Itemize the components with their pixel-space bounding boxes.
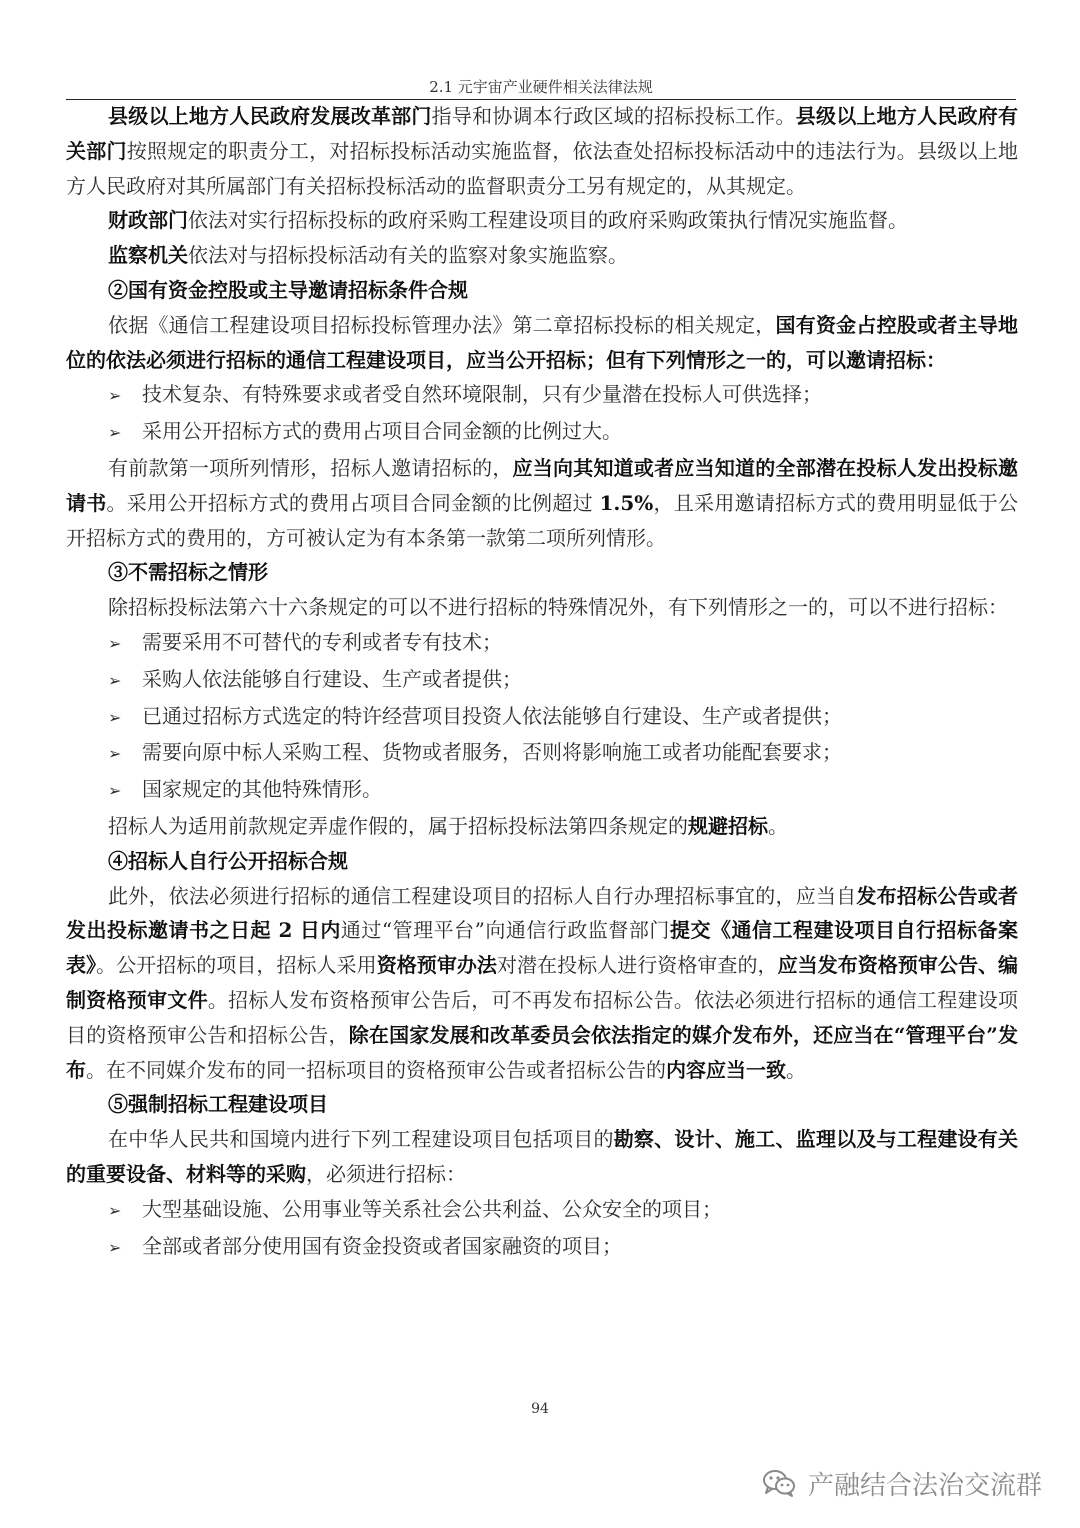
bullet-list bbox=[66, 377, 1018, 451]
paragraph bbox=[66, 308, 1018, 378]
paragraph bbox=[66, 203, 1018, 238]
bold-text-run: 应当向其知道或者应当知道的全部潜在投标人发出投标邀请书 bbox=[66, 455, 1019, 515]
text-run: 通过“管理平台”向通信行政监督部门 bbox=[340, 918, 670, 943]
list-item-text: 已通过招标方式选定的特许经营项目投资人依法能够自行建设、生产或者提供； bbox=[142, 703, 842, 728]
arrow-bullet-icon: ➢ bbox=[108, 1237, 122, 1257]
text-run: 招标人为适用前款规定弄虚作假的，属于招标投标法第四条规定的 bbox=[108, 813, 688, 838]
arrow-bullet-icon: ➢ bbox=[108, 781, 122, 801]
bold-text-run: 内容应当一致 bbox=[666, 1057, 786, 1082]
text-run: 依法对实行招标投标的政府采购工程建设项目的政府采购政策执行情况实施监督。 bbox=[188, 208, 908, 233]
list-item bbox=[66, 735, 1018, 772]
list-item bbox=[66, 1192, 1018, 1229]
paragraph bbox=[66, 879, 1018, 1088]
paragraph bbox=[66, 590, 1018, 625]
paragraph bbox=[66, 238, 1018, 273]
list-item-text: 需要采用不可替代的专利或者专有技术； bbox=[142, 629, 502, 654]
list-item-text: 国家规定的其他特殊情形。 bbox=[142, 777, 382, 802]
text-run: 除招标投标法第六十六条规定的可以不进行招标的特殊情况外，有下列情形之一的，可以不进行招标： bbox=[108, 595, 1008, 620]
text-run: 对潜在投标人进行资格审查的， bbox=[496, 953, 778, 978]
text-run: 依据《通信工程建设项目招标投标管理办法》第二章招标投标的相关规定， bbox=[108, 312, 776, 337]
text-run: 此外，依法必须进行招标的通信工程建设项目的招标人自行办理招标事宜的，应当自 bbox=[108, 883, 857, 908]
list-item bbox=[66, 1229, 1018, 1266]
watermark bbox=[762, 1467, 1042, 1499]
section-heading: ②国有资金控股或主导邀请招标条件合规 bbox=[108, 277, 468, 302]
bold-text-run: 资格预审办法 bbox=[376, 953, 497, 978]
list-item bbox=[66, 662, 1018, 699]
list-item-text: 全部或者部分使用国有资金投资或者国家融资的项目； bbox=[142, 1233, 622, 1258]
arrow-bullet-icon: ➢ bbox=[108, 1200, 122, 1220]
list-item-text: 大型基础设施、公用事业等关系社会公共利益、公众安全的项目； bbox=[142, 1196, 722, 1221]
list-item bbox=[66, 625, 1018, 662]
list-item-text: 采用公开招标方式的费用占项目合同金额的比例过大。 bbox=[142, 419, 622, 444]
section-heading: ③不需招标之情形 bbox=[108, 560, 268, 585]
bold-text-run: 财政部门 bbox=[108, 208, 188, 233]
bold-text-run: 国有资金占控股或者主导地位的依法必须进行招标的通信工程建设项目，应当公开招标；但有下列情形之一的，可以邀请招标： bbox=[66, 312, 1019, 372]
bold-text-run: 除在国家发展和改革委员会依法指定的媒介发布外，还应当在“管理平台”发布 bbox=[66, 1022, 1019, 1082]
bold-text-run: 县级以上地方人民政府发展改革部门 bbox=[108, 104, 432, 128]
text-run: 指导和协调本行政区域的招标投标工作。 bbox=[431, 104, 796, 128]
section-heading: ⑤强制招标工程建设项目 bbox=[108, 1092, 328, 1117]
list-item bbox=[66, 414, 1018, 451]
text-run: 。在不同媒介发布的同一招标项目的资格预审公告或者招标公告的 bbox=[86, 1057, 666, 1082]
list-item bbox=[66, 377, 1018, 414]
text-run: 按照规定的职责分工，对招标投标活动实施监督，依法查处招标投标活动中的违法行为。县级以上地方人民政府对其所属部门有关招标投标活动的监督职责分工另有规定的，从其规定。 bbox=[66, 138, 1019, 198]
document-body bbox=[66, 99, 1018, 1265]
page-header: 2.1 元宇宙产业硬件相关法律法规 bbox=[429, 78, 653, 96]
bold-text-run: 应当发布资格预审公告、编制资格预审文件 bbox=[66, 953, 1019, 1012]
wechat-icon bbox=[762, 1468, 796, 1498]
bold-text-run: 1.5% bbox=[599, 490, 654, 515]
text-run: 依法对与招标投标活动有关的监察对象实施监察。 bbox=[188, 243, 628, 268]
bold-text-run: 发布招标公告或者发出投标邀请书之日起 2 日内 bbox=[66, 883, 1019, 943]
paragraph bbox=[66, 809, 1018, 844]
arrow-bullet-icon: ➢ bbox=[108, 386, 122, 406]
bullet-list bbox=[66, 1192, 1018, 1266]
text-run: 在中华人民共和国境内进行下列工程建设项目包括项目的 bbox=[108, 1127, 614, 1152]
page-number: 94 bbox=[531, 1401, 549, 1417]
bold-text-run: 县级以上地方人民政府有关部门 bbox=[66, 104, 1019, 163]
text-run: 。 bbox=[768, 813, 788, 838]
bold-text-run: 提交《通信工程建设项目自行招标备案表》 bbox=[66, 918, 1019, 978]
list-item bbox=[66, 699, 1018, 736]
text-run: 。 bbox=[786, 1057, 806, 1082]
text-run: 有前款第一项所列情形，招标人邀请招标的， bbox=[108, 455, 513, 480]
list-item-text: 采购人依法能够自行建设、生产或者提供； bbox=[142, 666, 522, 691]
bold-text-run: 勘察、设计、施工、监理以及与工程建设有关的重要设备、材料等的采购 bbox=[66, 1127, 1019, 1186]
text-run: ，且采用邀请招标方式的费用明显低于公开招标方式的费用的，方可被认定为有本条第一款第二项所列情形。 bbox=[66, 490, 1019, 550]
list-item-text: 需要向原中标人采购工程、货物或者服务，否则将影响施工或者功能配套要求； bbox=[142, 740, 842, 765]
section-heading: ④招标人自行公开招标合规 bbox=[108, 848, 348, 873]
bullet-list bbox=[66, 625, 1018, 809]
arrow-bullet-icon: ➢ bbox=[108, 707, 122, 727]
list-item-text: 技术复杂、有特殊要求或者受自然环境限制，只有少量潜在投标人可供选择； bbox=[142, 382, 822, 407]
bold-text-run: 规避招标 bbox=[688, 813, 768, 838]
watermark-text: 产融结合法治交流群 bbox=[808, 1470, 1043, 1501]
paragraph bbox=[66, 1122, 1018, 1192]
arrow-bullet-icon: ➢ bbox=[108, 744, 122, 764]
text-run: 。采用公开招标方式的费用占项目合同金额的比例超过 bbox=[106, 490, 600, 515]
arrow-bullet-icon: ➢ bbox=[108, 670, 122, 690]
arrow-bullet-icon: ➢ bbox=[108, 633, 122, 653]
bold-text-run: 监察机关 bbox=[108, 243, 188, 268]
text-run: ，必须进行招标： bbox=[306, 1161, 466, 1186]
paragraph bbox=[66, 451, 1018, 555]
text-run: 。公开招标的项目，招标人采用 bbox=[96, 953, 377, 978]
arrow-bullet-icon: ➢ bbox=[108, 423, 122, 443]
list-item bbox=[66, 772, 1018, 809]
paragraph bbox=[66, 99, 1018, 203]
text-run: 。招标人发布资格预审公告后，可不再发布招标公告。依法必须进行招标的通信工程建设项目的资格预审公告和招标公告， bbox=[66, 987, 1019, 1047]
